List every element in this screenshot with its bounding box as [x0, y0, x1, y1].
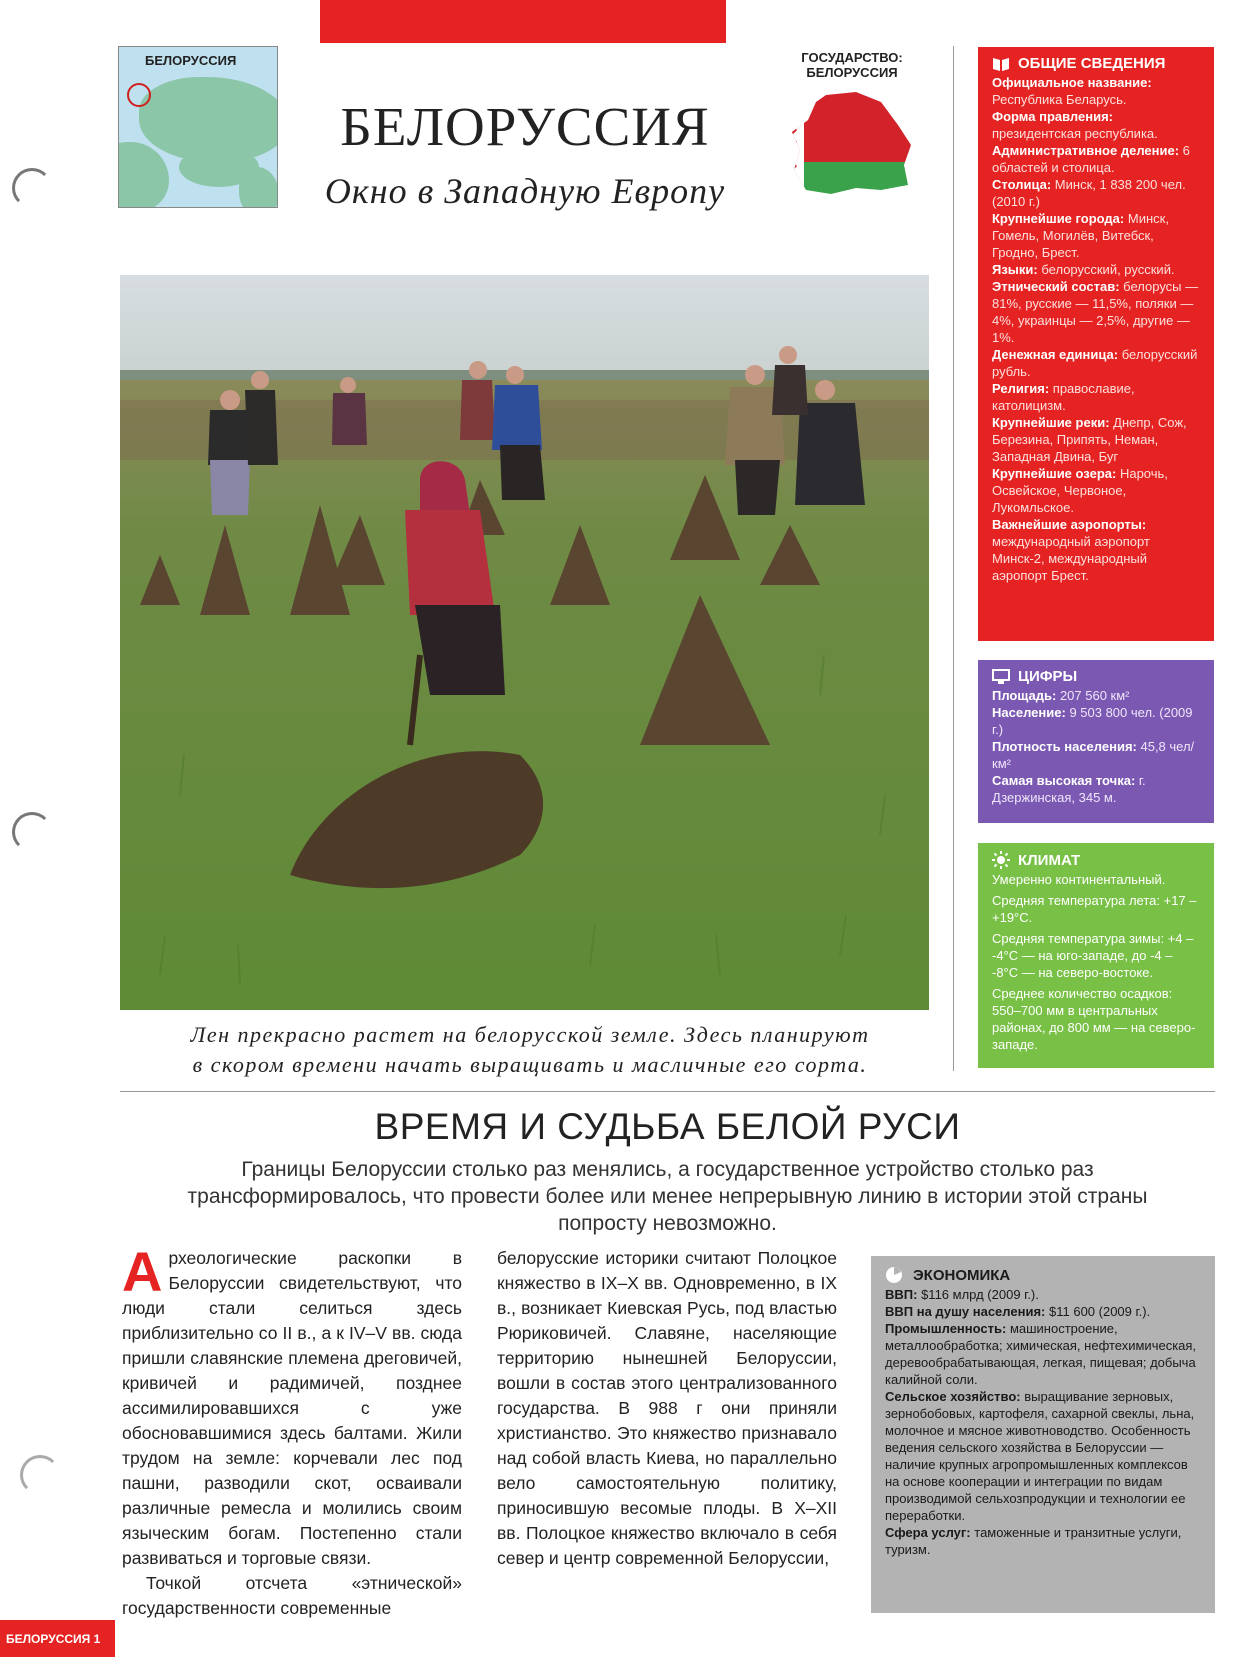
article-text: рхеологические раскопки в Белоруссии свидетельствуют, что люди стали селиться здесь приблизительно со II в., а к IV–V вв. сюда пришли славянские племена дреговичей, кривичей и радимичей, позднее ассимилировавшихся с уже обосновавшимися здесь балтами. Жили трудом на земле: корчевали лес под пашни, разводили скот, осваивали различные ремесла и молились своим языческим богам. Постепенно стали развиваться и торговые связи. — [122, 1248, 462, 1568]
photo-caption — [150, 1020, 910, 1080]
binder-hole — [12, 168, 52, 208]
figures-item: Население: 9 503 800 чел. (2009 г.) — [992, 705, 1193, 737]
economy-box — [871, 1256, 1215, 1613]
article-paragraph: белорусские историки считают Полоцкое княжество в IX–X вв. Одновременно, в IX в., возникает Киевская Русь, под властью Рюриковичей. Славяне, населяющие территорию нынешней Белоруссии, вошли в состав этого централизованного государства. В 988 г они приняли христианство. Это княжество признавало над собой власть Киева, но параллельно вело самостоятельную политику, приносившую весомые плоды. В X–XII вв. Полоцкое княжество включало в себя север и центр современной Белоруссии, — [497, 1248, 837, 1568]
figures-title: ЦИФРЫ — [1018, 668, 1078, 685]
caption-line-1: Лен прекрасно растет на белорусской земле. Здесь планируют — [190, 1022, 870, 1047]
general-item: Административное деление: 6 областей и столица. — [992, 143, 1190, 175]
horizontal-divider — [120, 1091, 1215, 1092]
binder-hole — [20, 1455, 60, 1495]
sun-icon — [992, 851, 1010, 869]
economy-header — [885, 1266, 1201, 1284]
climate-title: КЛИМАТ — [1018, 851, 1081, 869]
general-item: Крупнейшие реки: Днепр, Сож, Березина, Припять, Неман, Западная Двина, Буг — [992, 415, 1187, 464]
general-item: Форма правления: президентская республика. — [992, 109, 1158, 141]
section-title: ВРЕМЯ И СУДЬБА БЕЛОЙ РУСИ — [374, 1106, 961, 1147]
economy-item: Сельское хозяйство: выращивание зерновых, зернобобовых, картофеля, сахарной свеклы, льна, молочное и мясное животноводство. Особенность ведения сельского хозяйства в Белоруссии — наличие крупных агропромышленных комплексов на основе кооперации и интеграции по видам производимой сельхозпродукции и технологии ее переработки. — [885, 1389, 1195, 1523]
figures-item: Самая высокая точка: г. Дзержинская, 345 м. — [992, 773, 1146, 805]
economy-item: Промышленность: машиностроение, металлообработка; химическая, нефтехимическая, деревообрабатывающая, легкая, пищевая; добыча калийной соли. — [885, 1321, 1197, 1387]
general-info-box — [978, 47, 1214, 641]
economy-item: Сфера услуг: таможенные и транзитные услуги, туризм. — [885, 1525, 1182, 1557]
vertical-divider — [953, 46, 954, 1071]
location-marker-icon — [127, 83, 151, 107]
economy-item: ВВП: $116 млрд (2009 г.). — [885, 1287, 1039, 1302]
caption-line-2: в скором времени начать выращивать и масличные его сорта. — [192, 1052, 868, 1077]
climate-header — [992, 851, 1200, 869]
page-title: БЕЛОРУССИЯ — [340, 96, 710, 157]
world-map-inset — [118, 46, 278, 208]
page-subtitle: Окно в Западную Европу — [324, 171, 726, 211]
general-item: Крупнейшие озера: Нарочь, Освейское, Червоное, Лукомльское. — [992, 466, 1168, 515]
figures-item: Плотность населения: 45,8 чел/км² — [992, 739, 1195, 771]
general-item: Этнический состав: белорусы — 81%, русские — 11,5%, поляки — 4%, украинцы — 2,5%, другие — 1%. — [992, 279, 1199, 345]
article-paragraph — [122, 1240, 462, 1571]
section-lead: Границы Белоруссии столько раз менялись, а государственное устройство столько раз трансформировалось, что провести более или менее непрерывную линию в истории этой страны попросту невозможно. — [187, 1158, 1148, 1235]
climate-paragraph: Умеренно континентальный. — [992, 872, 1166, 887]
general-item: Денежная единица: белорусский рубль. — [992, 347, 1198, 379]
general-info-header — [992, 55, 1200, 72]
article-column-2 — [497, 1246, 837, 1571]
book-icon — [992, 56, 1010, 72]
article-column-1 — [122, 1240, 462, 1621]
drop-cap: А — [122, 1240, 163, 1303]
article-paragraph: Точкой отсчета «этнической» государственности современные — [122, 1573, 462, 1618]
page-footer-tab: БЕЛОРУССИЯ 1 — [0, 1620, 115, 1657]
general-item: Крупнейшие города: Минск, Гомель, Могилёв, Витебск, Гродно, Брест. — [992, 211, 1169, 260]
general-item: Официальное название: Республика Беларусь. — [992, 75, 1152, 107]
economy-title: ЭКОНОМИКА — [913, 1266, 1011, 1284]
general-item: Религия: православие, католицизм. — [992, 381, 1135, 413]
general-info-title: ОБЩИЕ СВЕДЕНИЯ — [1018, 55, 1166, 72]
general-item: Языки: белорусский, русский. — [992, 262, 1175, 277]
general-item: Столица: Минск, 1 838 200 чел. (2010 г.) — [992, 177, 1186, 209]
climate-box — [978, 843, 1214, 1068]
climate-paragraph: Средняя температура лета: +17 – +19°С. — [992, 893, 1197, 925]
top-color-bar — [320, 0, 726, 43]
climate-paragraph: Средняя температура зимы: +4 – -4°С — на юго-западе, до -4 – -8°С — на северо-востоке. — [992, 931, 1194, 980]
binder-hole — [12, 812, 52, 852]
map-inset-label: БЕЛОРУССИЯ — [145, 53, 237, 68]
state-label: ГОСУДАРСТВО: БЕЛОРУССИЯ — [801, 50, 903, 80]
figures-header — [992, 668, 1200, 685]
belarus-flag-map-icon — [786, 90, 916, 200]
climate-paragraph: Среднее количество осадков: 550–700 мм в центральных районах, до 800 мм — на северо-западе. — [992, 986, 1196, 1052]
economy-item: ВВП на душу населения: $11 600 (2009 г.). — [885, 1304, 1151, 1319]
figures-box — [978, 660, 1214, 823]
monitor-icon — [992, 669, 1010, 685]
figures-item: Площадь: 207 560 км² — [992, 688, 1130, 703]
pie-chart-icon — [885, 1266, 903, 1284]
general-item: Важнейшие аэропорты: международный аэропорт Минск-2, международный аэропорт Брест. — [992, 517, 1150, 583]
flax-field-photo — [120, 275, 929, 1010]
